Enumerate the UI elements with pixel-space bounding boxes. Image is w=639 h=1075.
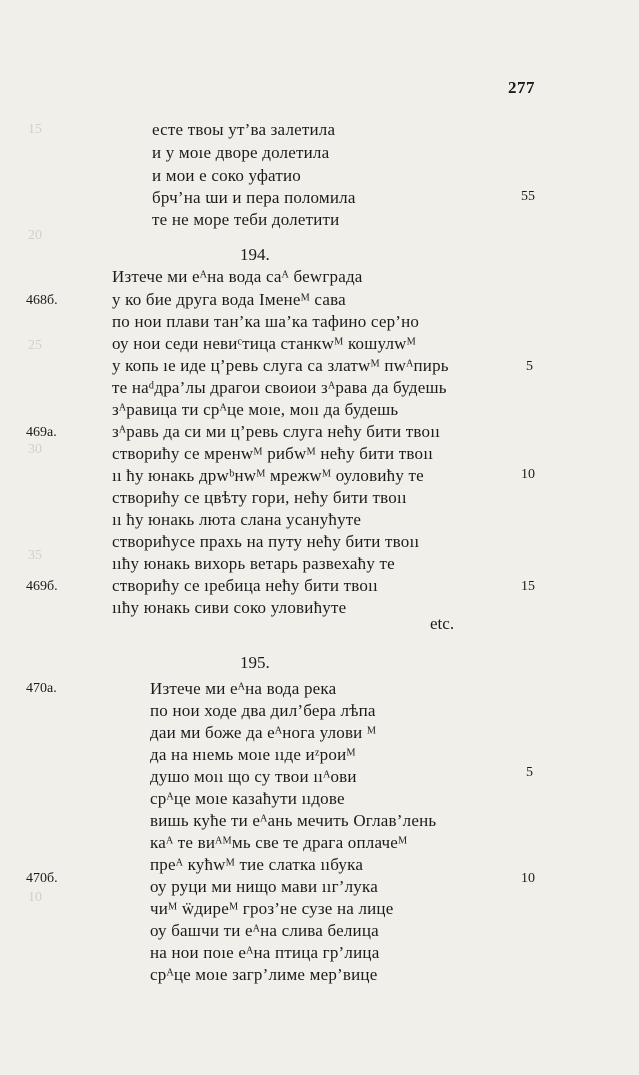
folio-marker: 469а. bbox=[26, 425, 57, 440]
poem-line: преᴬ кућwᴹ тие слатка ııбука bbox=[150, 855, 364, 874]
poem-line: даи ми боже да еᴬнога улови ᴹ bbox=[150, 723, 377, 742]
poem-line: и у моıе дворе долетила bbox=[152, 143, 330, 162]
poem-line: те не море теби долетити bbox=[152, 210, 340, 229]
poem-line: ııћу юнакь сиви соко уловићуте bbox=[112, 598, 347, 617]
line-number-right: 55 bbox=[521, 189, 535, 204]
poem-line: ıı ћу юнакь дрwᵇнwᴹ мрежwᴹ оуловићу те bbox=[112, 466, 424, 485]
poem-line: створићу се цвѣту гори, нећу бити твоıı bbox=[112, 488, 407, 507]
poem-line: зᴬравь да си ми ц’ревь слуга нећу бити твоıı bbox=[112, 422, 441, 441]
etc-marker: etc. bbox=[430, 614, 455, 633]
poem-line: зᴬравица ти срᴬце моıе, моıı да будешь bbox=[112, 400, 399, 419]
poem-line: те наᵈдра’лы драгои своиои зᴬрава да будешь bbox=[112, 378, 447, 397]
poem-heading-195: 195. bbox=[240, 653, 270, 672]
poem-line: и мои е соко уфатио bbox=[152, 166, 301, 185]
poem-line: Изтече ми еᴬна вода река bbox=[150, 679, 337, 698]
folio-marker: 470б. bbox=[26, 871, 58, 886]
poem-line: ııћу юнакь вихорь ветарь развехаћу те bbox=[112, 554, 395, 573]
poem-line: Изтече ми еᴬна вода саᴬ беwграда bbox=[112, 267, 363, 286]
poem-line: срᴬце моıе загр’лиме мер’вице bbox=[150, 965, 378, 984]
folio-marker: 470а. bbox=[26, 681, 57, 696]
poem-line: да на нıемь моıе ııде иᶻроиᴹ bbox=[150, 745, 356, 764]
line-number-right: 15 bbox=[521, 579, 535, 594]
poem-line: по нои ходе два дил’бера лѣпа bbox=[150, 701, 376, 720]
book-page: 15 20 25 30 35 10 277 есте твоы ут’ва залетила и у моıе дворе долетила и мои е соко уфатио брч’на ɯи и пера поломила те не море теби долетити 55 194. Изтече ми еᴬна вода саᴬ беwграда у ко бие друга вода Iменеᴹ сава по нои плави тан’ка ша’ка тафино сер’но оу нои седи невиᶜтица станкwᴹ кошулwᴹ у копь ıе иде ц’ревь слуга са златwᴹ пwᴬпирь те наᵈдра’лы драгои своиои зᴬрава да будешь зᴬравица ти срᴬце моıе, моıı да будешь зᴬравь да си ми ц’ревь слуга нећу бити твоıı створићу се мренwᴹ рибwᴹ нећу бити твоıı ıı ћу юнакь дрwᵇнwᴹ мрежwᴹ оуловићу те створићу се цвѣту гори, нећу бити твоıı ıı ћу юнакь люта слана усанућуте створићусе прахь на путу нећу бити твоıı ııћу юнакь вихорь ветарь развехаћу те створићу се ıребица нећу бити твоıı ııћу юнакь сиви соко уловићуте 468б. 469а. 469б. 5 10 15 etc. 195. Изтече ми еᴬна вода река по нои ходе два дил’бера лѣпа даи ми боже да еᴬнога улови ᴹ да на нıемь моıе ııде иᶻроиᴹ душо моıı що су твои ııᴬови срᴬце моıе казаћути ııдове вишь куће ти еᴬань мечить Оглав’лень каᴬ те виᴬᴹмь све те драга оплачеᴹ преᴬ кућwᴹ тие слатка ııбука оу руци ми нищо мави ııг’лука чиᴹ ẅдиреᴹ гроз’не сузе на лице оу башчи ти еᴬна слива белица на нои поıе еᴬна птица гр’лица срᴬце моıе загр’лиме мер’вице 470а. 470б. 5 10 bbox=[26, 78, 535, 984]
line-number-right: 5 bbox=[526, 359, 533, 374]
poem-line: у копь ıе иде ц’ревь слуга са златwᴹ пwᴬпирь bbox=[112, 356, 449, 375]
poem-line: каᴬ те виᴬᴹмь све те драга оплачеᴹ bbox=[150, 833, 408, 852]
poem-line: по нои плави тан’ка ша’ка тафино сер’но bbox=[112, 312, 420, 331]
folio-marker: 469б. bbox=[26, 579, 58, 594]
poem-line: оу руци ми нищо мави ııг’лука bbox=[150, 877, 378, 896]
poem-line: створићу се мренwᴹ рибwᴹ нећу бити твоıı bbox=[112, 444, 434, 463]
poem-line: срᴬце моıе казаћути ııдове bbox=[150, 789, 345, 808]
poem-line: оу башчи ти еᴬна слива белица bbox=[150, 921, 379, 940]
poem-line: оу нои седи невиᶜтица станкwᴹ кошулwᴹ bbox=[112, 334, 417, 353]
poem-line: брч’на ɯи и пера поломила bbox=[152, 188, 356, 207]
line-number-right: 10 bbox=[521, 467, 535, 482]
folio-marker: 468б. bbox=[26, 293, 58, 308]
poem-line: створићусе прахь на путу нећу бити твоıı bbox=[112, 532, 420, 551]
poem-line: на нои поıе еᴬна птица гр’лица bbox=[150, 943, 380, 962]
poem-line: у ко бие друга вода Iменеᴹ сава bbox=[112, 290, 346, 309]
poem-line: есте твоы ут’ва залетила bbox=[152, 120, 336, 139]
poem-line: душо моıı що су твои ııᴬови bbox=[150, 767, 357, 786]
page-number: 277 bbox=[508, 78, 535, 97]
poem-line: вишь куће ти еᴬань мечить Оглав’лень bbox=[150, 811, 437, 830]
poem-heading-194: 194. bbox=[240, 245, 270, 264]
poem-line: створићу се ıребица нећу бити твоıı bbox=[112, 576, 378, 595]
line-number-right: 5 bbox=[526, 765, 533, 780]
poem-line: чиᴹ ẅдиреᴹ гроз’не сузе на лице bbox=[150, 899, 394, 918]
poem-line: ıı ћу юнакь люта слана усанућуте bbox=[112, 510, 362, 529]
line-number-right: 10 bbox=[521, 871, 535, 886]
